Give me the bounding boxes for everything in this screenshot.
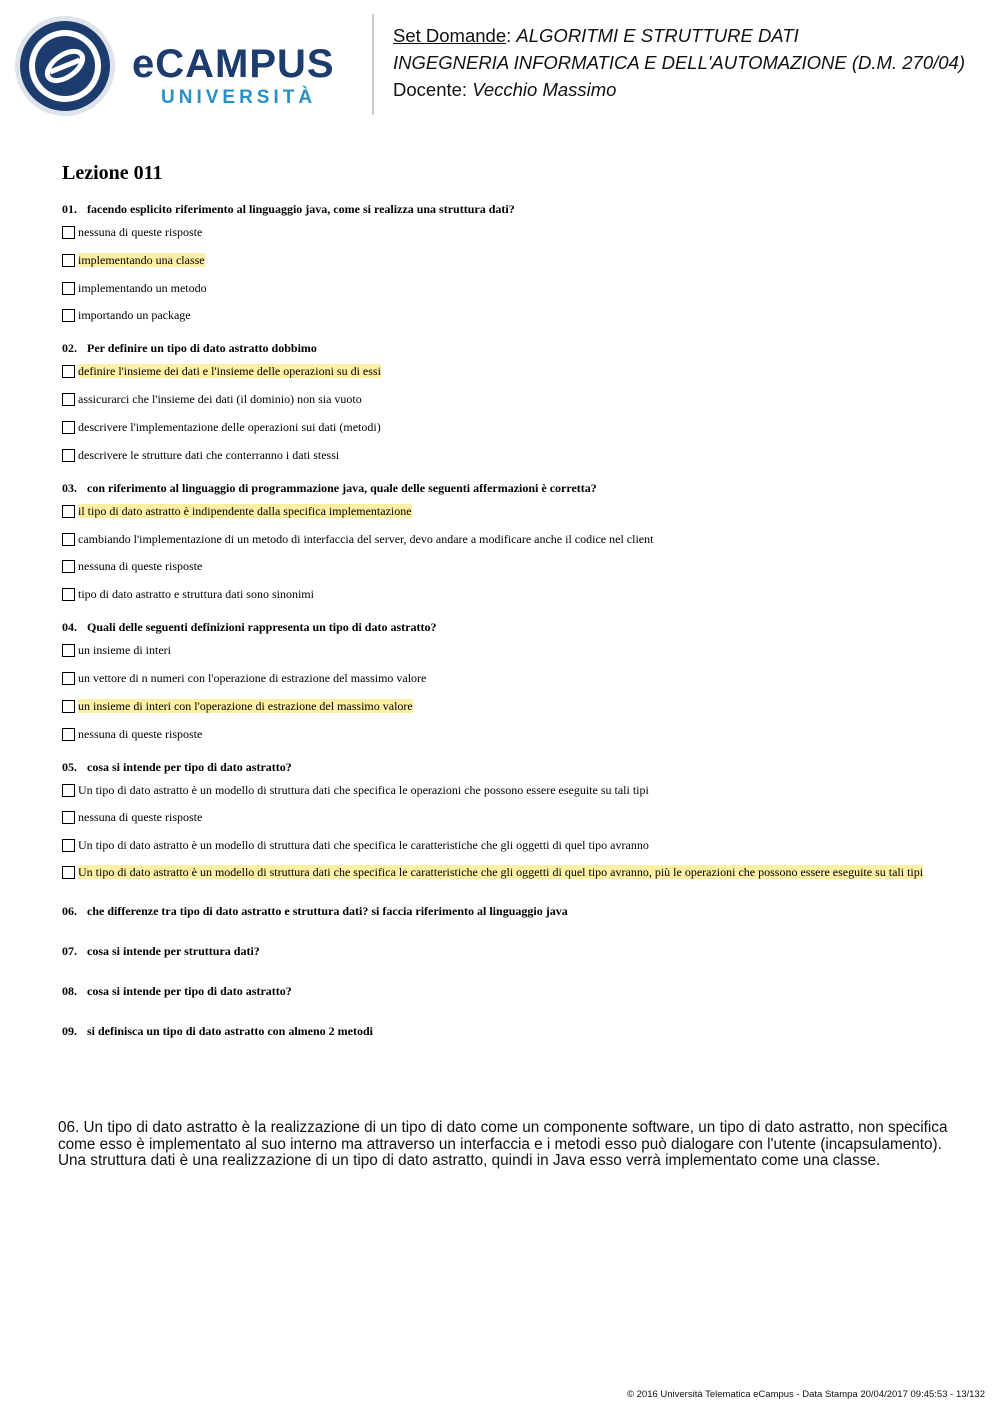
option-text-highlighted: il tipo di dato astratto è indipendente dalla specifica implementazione <box>78 503 412 518</box>
answer-option <box>62 447 942 463</box>
answer-option <box>62 531 942 547</box>
checkbox[interactable] <box>62 588 75 601</box>
question-number: 06. <box>62 903 77 918</box>
question-set <box>62 160 942 1062</box>
checkbox[interactable] <box>62 533 75 546</box>
checkbox[interactable] <box>62 560 75 573</box>
answer-option-correct <box>62 865 942 880</box>
question-text: facendo esplicito riferimento al linguaggio java, come si realizza una struttura dati? <box>87 202 515 216</box>
checkbox[interactable] <box>62 282 75 295</box>
open-question-9 <box>62 1022 942 1040</box>
option-text: Un tipo di dato astratto è un modello di struttura dati che specifica le operazioni che possono essere eseguite su tali tipi <box>78 782 649 797</box>
lesson-title: Lezione 011 <box>62 162 163 184</box>
question-3 <box>62 479 942 602</box>
teacher-line <box>393 76 965 103</box>
option-text: un insieme di interi <box>78 643 171 658</box>
question-text: cosa si intende per tipo di dato astratto? <box>87 983 292 998</box>
question-text: si definisca un tipo di dato astratto con almeno 2 metodi <box>87 1023 374 1038</box>
option-text: Un tipo di dato astratto è un modello di struttura dati che specifica le caratteristiche che gli oggetti di quel tipo avranno <box>78 838 649 853</box>
question-text: che differenze tra tipo di dato astratto e struttura dati? si faccia riferimento al linguaggio java <box>87 903 568 918</box>
question-4 <box>62 618 942 741</box>
option-text-highlighted: un insieme di interi con l'operazione di estrazione del massimo valore <box>78 698 413 713</box>
answer-option <box>62 280 942 296</box>
option-text: nessuna di queste risposte <box>78 810 203 825</box>
answer-option <box>62 726 942 742</box>
brand-wordmark: eCAMPUS <box>132 42 335 86</box>
checkbox[interactable] <box>62 226 75 239</box>
answer-option <box>62 782 942 798</box>
option-text: implementando un metodo <box>78 280 207 295</box>
question-text: Per definire un tipo di dato astratto dobbimo <box>87 341 317 356</box>
question-text: cosa si intende per struttura dati? <box>87 943 260 958</box>
answer-option <box>62 391 942 407</box>
question-number: 07. <box>62 943 77 958</box>
header-info <box>393 22 965 103</box>
question-text: Quali delle seguenti definizioni rappresenta un tipo di dato astratto? <box>87 620 437 635</box>
question-2 <box>62 339 942 462</box>
option-text: tipo di dato astratto e struttura dati sono sinonimi <box>78 587 314 602</box>
page-footer: © 2016 Università Telematica eCampus - Data Stampa 20/04/2017 09:45:53 - 13/132 <box>626 1389 985 1400</box>
option-text: cambiando l'implementazione di un metodo di interfaccia del server, devo andare a modificare anche il codice nel client <box>78 531 654 546</box>
open-question-8 <box>62 982 942 1000</box>
question-number: 04. <box>62 620 77 635</box>
teacher-label: Docente: <box>393 79 468 100</box>
checkbox[interactable] <box>62 700 75 713</box>
checkbox[interactable] <box>62 505 75 518</box>
teacher-name: Vecchio Massimo <box>472 79 617 100</box>
checkbox[interactable] <box>62 421 75 434</box>
page-header <box>0 0 1000 130</box>
option-text-highlighted: Un tipo di dato astratto è un modello di struttura dati che specifica le caratteristiche che gli oggetti di quel tipo avranno, più le operazioni che possono essere eseguite su tali tipi <box>78 864 924 879</box>
checkbox[interactable] <box>62 839 75 852</box>
option-text: nessuna di queste risposte <box>78 726 203 741</box>
question-5 <box>62 758 942 880</box>
course-name: ALGORITMI E STRUTTURE DATI <box>516 25 799 46</box>
answer-paragraph: 06. Un tipo di dato astratto è la realizzazione di un tipo di dato come un componente software, un tipo di dato astratto, non specifica come esso è implementato al suo interno ma attraverso un interfaccia e i metodi esso può dialogare con l'utente (incapsulamento). Una struttura dati è una realizzazione di un tipo di dato astratto, quindi in Java esso verrà implementato come una classe. <box>58 1119 948 1169</box>
program-name: INGEGNERIA INFORMATICA E DELL'AUTOMAZIONE (D.M. 270/04) <box>393 52 965 73</box>
answer-option-correct <box>62 252 942 268</box>
checkbox[interactable] <box>62 644 75 657</box>
answer-option <box>62 419 942 435</box>
option-text: importando un package <box>78 308 191 323</box>
open-question-7 <box>62 942 942 960</box>
option-text: descrivere le strutture dati che conterranno i dati stessi <box>78 447 340 462</box>
question-number: 02. <box>62 341 77 356</box>
checkbox[interactable] <box>62 365 75 378</box>
question-number: 05. <box>62 759 77 774</box>
checkbox[interactable] <box>62 672 75 685</box>
question-number: 01. <box>62 202 77 216</box>
open-question-6 <box>62 902 942 920</box>
question-number: 03. <box>62 480 77 495</box>
option-text: assicurarci che l'insieme dei dati (il dominio) non sia vuoto <box>78 392 362 407</box>
answer-option <box>62 809 942 825</box>
course-line: Set Domande: ALGORITMI E STRUTTURE DATI <box>393 25 799 46</box>
set-label: Set Domande <box>393 25 507 46</box>
question-1 <box>62 200 942 323</box>
checkbox[interactable] <box>62 866 75 879</box>
answer-option <box>62 837 942 853</box>
ecampus-logo-icon <box>14 15 116 117</box>
checkbox[interactable] <box>62 449 75 462</box>
question-title <box>62 339 942 357</box>
question-title <box>62 479 942 497</box>
question-text: con riferimento al linguaggio di programmazione java, quale delle seguenti affermazioni è corretta? <box>87 480 597 495</box>
answer-option <box>62 586 942 602</box>
answer-option-correct <box>62 698 942 714</box>
option-text: un vettore di n numeri con l'operazione di estrazione del massimo valore <box>78 670 427 685</box>
question-title <box>62 200 942 218</box>
question-text: cosa si intende per tipo di dato astratto? <box>87 759 292 774</box>
checkbox[interactable] <box>62 728 75 741</box>
option-text: nessuna di queste risposte <box>78 559 203 574</box>
checkbox[interactable] <box>62 254 75 267</box>
option-text-highlighted: implementando una classe <box>78 252 205 267</box>
answer-option <box>62 224 942 240</box>
answer-option <box>62 642 942 658</box>
answer-option <box>62 670 942 686</box>
option-text: descrivere l'implementazione delle operazioni sui dati (metodi) <box>78 419 381 434</box>
answer-option <box>62 307 942 323</box>
checkbox[interactable] <box>62 811 75 824</box>
answer-option-correct <box>62 363 942 379</box>
answer-option <box>62 558 942 574</box>
checkbox[interactable] <box>62 309 75 322</box>
question-number: 09. <box>62 1023 77 1038</box>
checkbox[interactable] <box>62 784 75 797</box>
option-text-highlighted: definire l'insieme dei dati e l'insieme delle operazioni su di essi <box>78 364 381 379</box>
checkbox[interactable] <box>62 393 75 406</box>
question-title <box>62 618 942 636</box>
question-title <box>62 758 942 776</box>
question-number: 08. <box>62 983 77 998</box>
answer-option-correct <box>62 503 942 519</box>
brand-subtitle: UNIVERSITÀ <box>161 87 317 108</box>
header-divider <box>372 14 374 115</box>
option-text: nessuna di queste risposte <box>78 225 203 239</box>
